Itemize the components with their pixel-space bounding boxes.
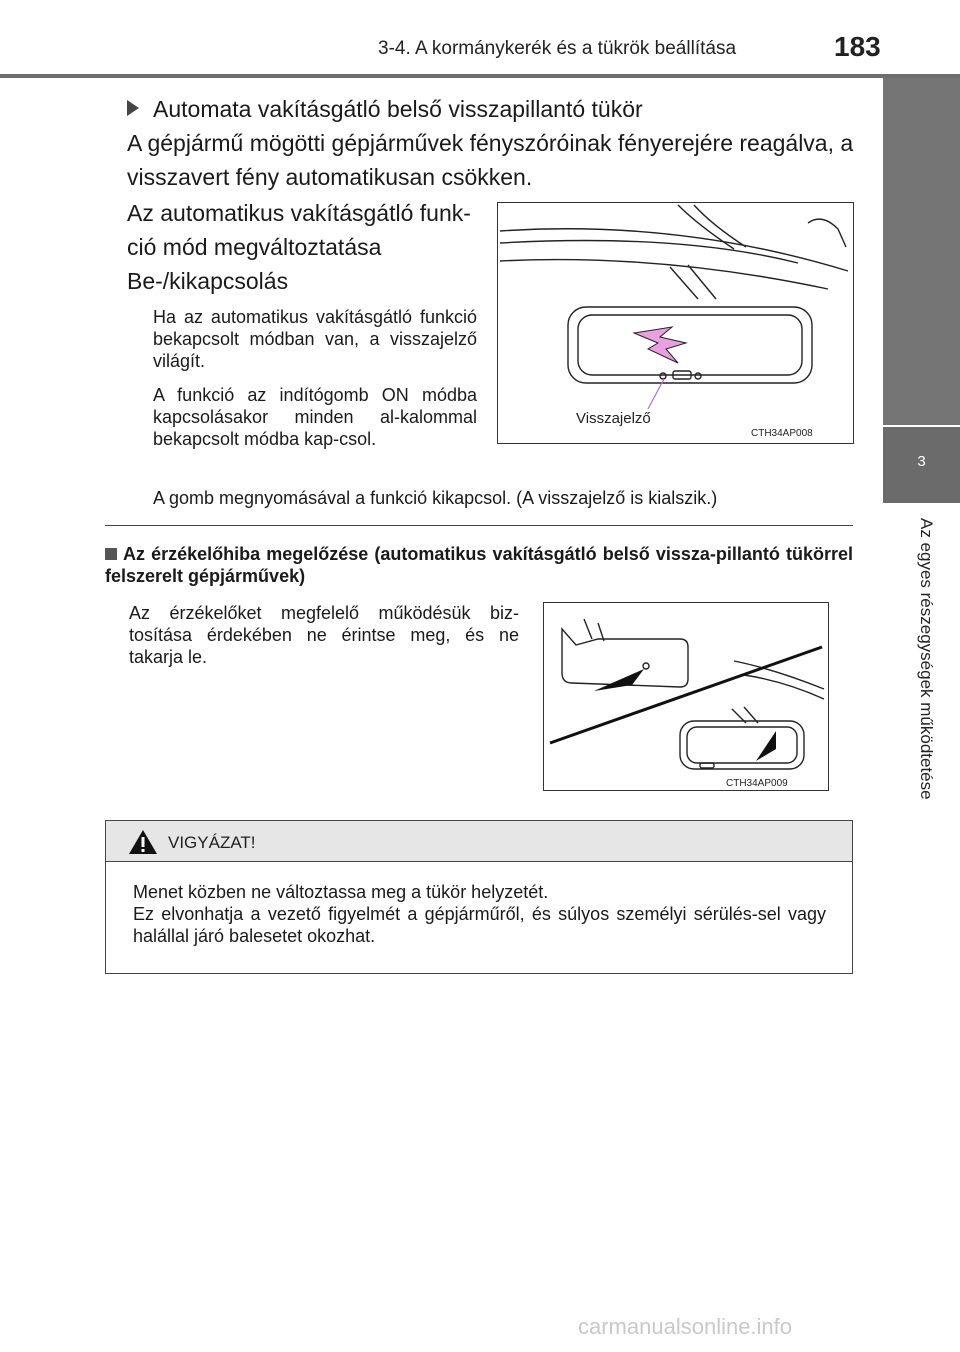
section-title: 3-4. A kormánykerék és a tükrök beállítása <box>378 38 737 59</box>
mirror-indicator-figure <box>497 202 854 444</box>
indicator-callout-label: Visszajelző <box>576 410 651 427</box>
header-rule <box>0 74 960 78</box>
chapter-title: Az egyes részegységek működtetése <box>917 518 936 800</box>
toggle-title: Be-/kikapcsolás <box>127 268 289 294</box>
indicator-paragraph: Ha az automatikus vakításgátló funkció bekapcsolt módban van, a visszajelző világít. <box>153 307 477 371</box>
mode-change-title: Az automatikus vakításgátló funk-ció mód megváltoztatása <box>127 200 471 260</box>
warning-line-2: Ez elvonhatja a vezető figyelmét a gépjárműről, és súlyos személyi sérülés-sel vagy halállal járó balesetet okozhat. <box>133 904 826 946</box>
chapter-number: 3 <box>917 453 926 470</box>
section-divider <box>105 525 853 526</box>
chapter-number-tab[interactable] <box>883 427 960 503</box>
intro-paragraph: A gépjármű mögötti gépjárművek fényszóróinak fényerejére reagálva, a visszavert fény automatikusan csökken. <box>127 130 854 190</box>
section-heading-text: Az érzékelőhiba megelőzése (automatikus vakításgátló belső vissza-pillantó tükörrel felszerelt gépjárművek) <box>105 544 853 586</box>
warning-header <box>106 821 852 862</box>
sub-heading <box>127 92 643 126</box>
warning-triangle-icon <box>128 829 158 855</box>
warning-title: VIGYÁZAT! <box>168 833 256 852</box>
side-tab-bar <box>883 78 960 425</box>
warning-line-1: Menet közben ne változtassa meg a tükör helyzetét. <box>133 882 549 902</box>
figure-code: CTH34AP009 <box>726 778 788 789</box>
sensor-paragraph: Az érzékelőket megfelelő működésük biz-tosítása érdekében ne érintse meg, és ne takarja le. <box>129 603 519 667</box>
mirror-sensor-illustration <box>544 603 828 790</box>
section-heading <box>105 543 853 587</box>
power-on-paragraph: A funkció az indítógomb ON módba kapcsolásakor minden al-kalommal bekapcsolt módba kap-csol. <box>153 385 477 449</box>
page-number: 183 <box>834 31 881 62</box>
bullet-triangle-icon <box>127 100 139 116</box>
section-square-icon <box>105 548 117 560</box>
warning-text <box>133 881 826 947</box>
mirror-indicator-illustration <box>498 203 853 443</box>
watermark: carmanualsonline.info <box>578 1314 793 1339</box>
warning-box <box>105 820 853 974</box>
sub-heading-text: Automata vakításgátló belső visszapillantó tükör <box>153 96 643 122</box>
button-off-paragraph: A gomb megnyomásával a funkció kikapcsol. (A visszajelző is kialszik.) <box>153 488 718 508</box>
mirror-sensor-figure <box>543 602 829 791</box>
figure-code: CTH34AP008 <box>751 428 813 439</box>
